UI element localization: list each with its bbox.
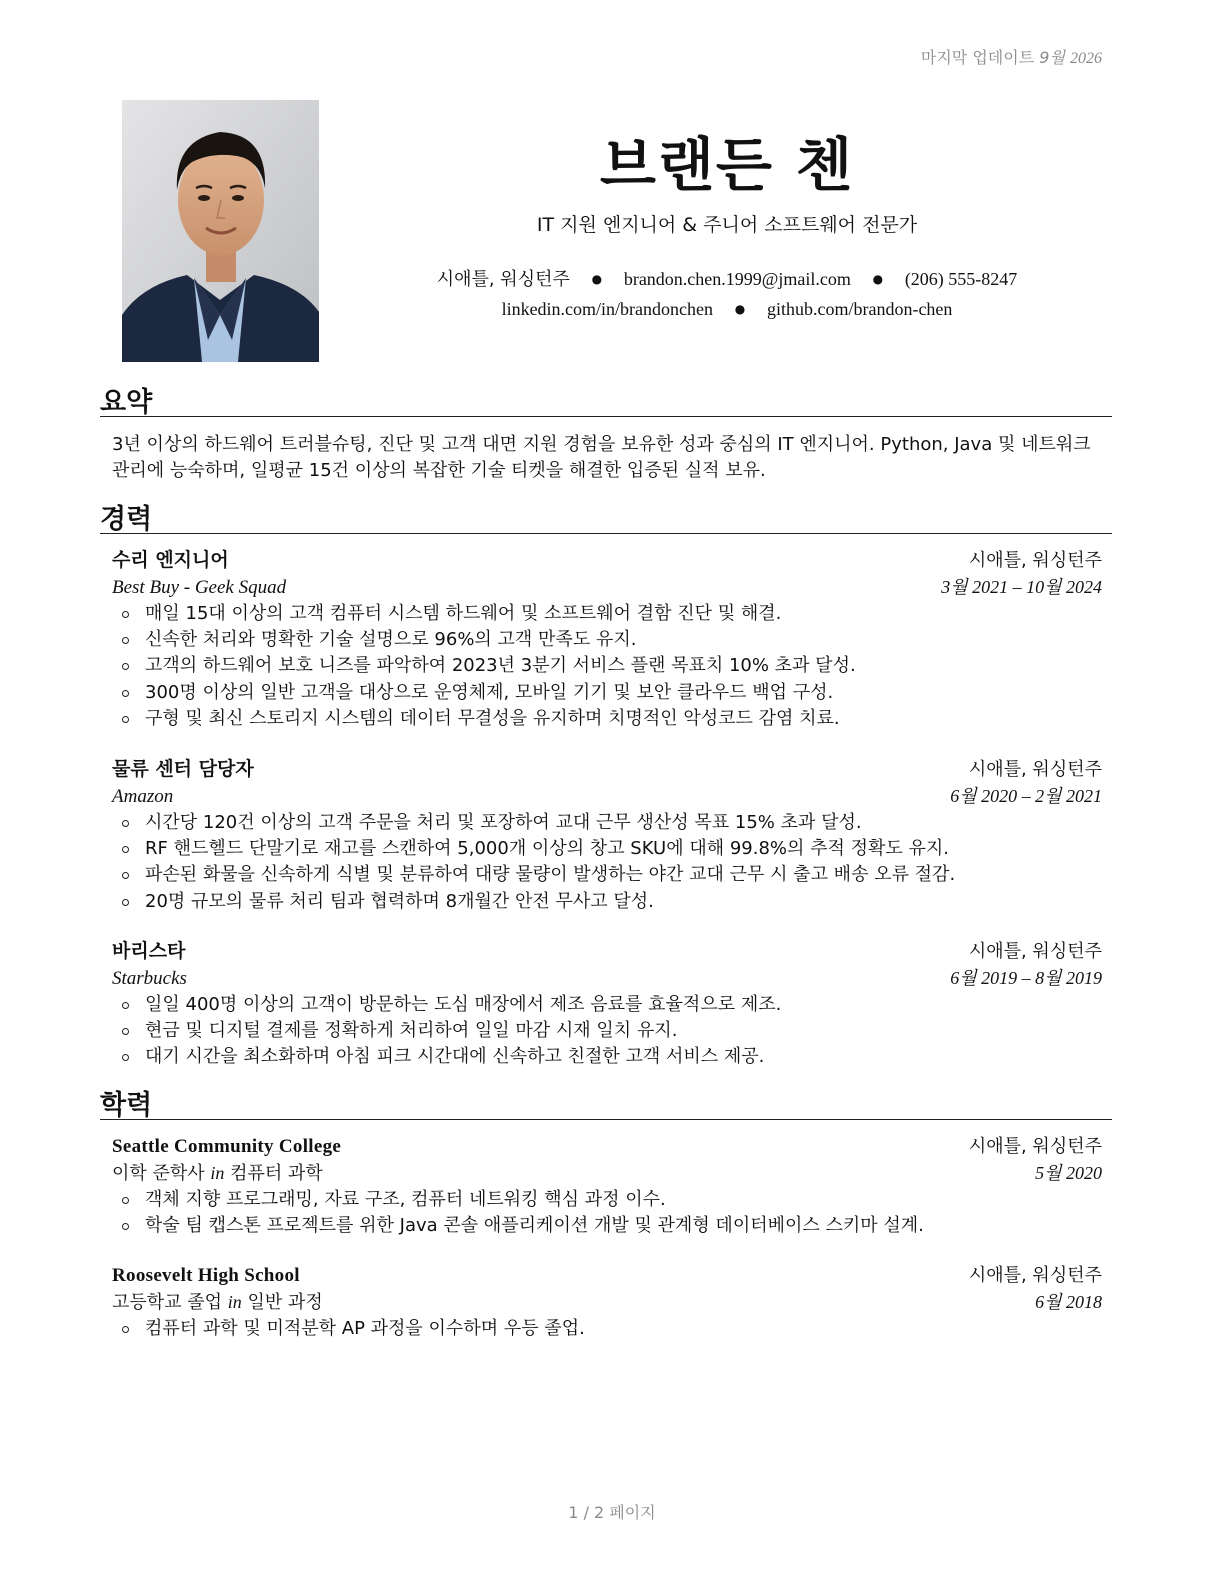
email-link[interactable]: brandon.chen.1999@jmail.com [623, 269, 851, 289]
bullet-icon [122, 611, 129, 618]
bullet-icon [122, 1002, 129, 1009]
job-company: Amazon [112, 786, 174, 807]
job-dates: 6월 2020 – 2월 2021 [950, 786, 1102, 806]
bullet-icon [122, 820, 129, 827]
education-entry [112, 1262, 1102, 1342]
linkedin-link[interactable]: linkedin.com/in/brandonchen [501, 299, 714, 319]
candidate-name: 브랜든 첸 [599, 131, 855, 199]
bullet-separator: ● [734, 302, 746, 316]
profile-photo [122, 100, 319, 362]
bullet-icon [122, 663, 129, 670]
job-dates: 6월 2019 – 8월 2019 [950, 968, 1102, 988]
section-title-experience: 경력 [100, 504, 153, 535]
github-link[interactable]: github.com/brandon-chen [766, 299, 953, 319]
location: 시애틀, 워싱턴주 [436, 269, 570, 290]
job-location: 시애틀, 워싱턴주 [968, 550, 1102, 571]
section-divider [100, 416, 1112, 417]
last-updated-month: 9월 [1039, 48, 1065, 67]
job-dates: 3월 2021 – 10월 2024 [941, 577, 1102, 597]
job-bullets [112, 992, 1102, 1071]
education-entry [112, 1133, 1102, 1239]
contact-line-1 [330, 265, 1124, 291]
bullet-item: 신속한 처리와 명확한 기술 설명으로 96%의 고객 만족도 유지. [112, 627, 1102, 653]
last-updated-label: 마지막 업데이트 [920, 48, 1035, 67]
bullet-item: 구형 및 최신 스토리지 시스템의 데이터 무결성을 유지하며 치명적인 악성코드 감염 치료. [112, 706, 1102, 732]
page-number: 1 / 2 페이지 [568, 1503, 656, 1522]
bullet-icon [122, 716, 129, 723]
job-title: 수리 엔지니어 [112, 549, 229, 571]
graduation-date: 5월 2020 [1035, 1163, 1102, 1183]
contact-line-2 [330, 299, 1124, 320]
bullet-item: 객체 지향 프로그래밍, 자료 구조, 컴퓨터 네트워킹 핵심 과정 이수. [112, 1187, 1102, 1213]
phone[interactable]: (206) 555-8247 [904, 269, 1018, 289]
bullet-item: RF 핸드헬드 단말기로 재고를 스캔하여 5,000개 이상의 창고 SKU에 대해 99.8%의 추적 정확도 유지. [112, 836, 1102, 862]
bullet-item: 일일 400명 이상의 고객이 방문하는 도심 매장에서 제조 음료를 효율적으로 제조. [112, 992, 1102, 1018]
job-location: 시애틀, 워싱턴주 [968, 941, 1102, 962]
last-updated-year: 2026 [1070, 50, 1102, 67]
job-title: 바리스타 [112, 940, 186, 962]
job-bullets [112, 601, 1102, 732]
job-entry [112, 756, 1102, 915]
school-name: Roosevelt High School [112, 1265, 300, 1286]
bullet-item: 컴퓨터 과학 및 미적분학 AP 과정을 이수하며 우등 졸업. [112, 1316, 1102, 1342]
school-name: Seattle Community College [112, 1136, 342, 1157]
school-location: 시애틀, 워싱턴주 [968, 1136, 1102, 1157]
bullet-icon [122, 1197, 129, 1204]
bullet-icon [122, 846, 129, 853]
job-location: 시애틀, 워싱턴주 [968, 759, 1102, 780]
summary-text: 3년 이상의 하드웨어 트러블슈팅, 진단 및 고객 대면 지원 경험을 보유한 성과 중심의 IT 엔지니어. Python, Java 및 네트워크 관리에 능숙하며, 일평균 15건 이상의 복잡한 기술 티켓을 해결한 입증된 실적 보유. [112, 434, 1091, 481]
job-company: Best Buy - Geek Squad [112, 577, 287, 598]
bullet-icon [122, 899, 129, 906]
graduation-date: 6월 2018 [1035, 1292, 1102, 1312]
bullet-item: 현금 및 디지털 결제를 정확하게 처리하여 일일 마감 시재 일치 유지. [112, 1018, 1102, 1044]
bullet-icon [122, 1326, 129, 1333]
job-company: Starbucks [112, 968, 187, 989]
section-divider [100, 1119, 1112, 1120]
school-location: 시애틀, 워싱턴주 [968, 1265, 1102, 1286]
degree: 이학 준학사 in 컴퓨터 과학 [112, 1163, 323, 1184]
last-updated [921, 45, 1102, 68]
bullet-icon [122, 872, 129, 879]
section-divider [100, 533, 1112, 534]
degree: 고등학교 졸업 in 일반 과정 [112, 1292, 323, 1313]
job-entry [112, 938, 1102, 1071]
bullet-item: 시간당 120건 이상의 고객 주문을 처리 및 포장하여 교대 근무 생산성 목표 15% 초과 달성. [112, 810, 1102, 836]
bullet-item: 고객의 하드웨어 보호 니즈를 파악하여 2023년 3분기 서비스 플랜 목표치 10% 초과 달성. [112, 653, 1102, 679]
bullet-icon [122, 1223, 129, 1230]
bullet-separator: ● [591, 272, 603, 286]
headline: IT 지원 엔지니어 & 주니어 소프트웨어 전문가 [536, 214, 918, 236]
job-bullets [112, 810, 1102, 915]
bullet-item: 대기 시간을 최소화하며 아침 피크 시간대에 신속하고 친절한 고객 서비스 제공. [112, 1044, 1102, 1070]
section-title-education: 학력 [100, 1090, 153, 1121]
bullet-icon [122, 690, 129, 697]
bullet-item: 매일 15대 이상의 고객 컴퓨터 시스템 하드웨어 및 소프트웨어 결함 진단 및 해결. [112, 601, 1102, 627]
bullet-separator: ● [872, 272, 884, 286]
bullet-icon [122, 1054, 129, 1061]
bullet-icon [122, 637, 129, 644]
bullet-icon [122, 1028, 129, 1035]
education-bullets [112, 1316, 1102, 1342]
bullet-item: 학술 팀 캡스톤 프로젝트를 위한 Java 콘솔 애플리케이션 개발 및 관계형 데이터베이스 스키마 설계. [112, 1213, 1102, 1239]
bullet-item: 20명 규모의 물류 처리 팀과 협력하며 8개월간 안전 무사고 달성. [112, 889, 1102, 915]
job-title: 물류 센터 담당자 [112, 758, 254, 780]
bullet-item: 파손된 화물을 신속하게 식별 및 분류하여 대량 물량이 발생하는 야간 교대 근무 시 출고 배송 오류 절감. [112, 862, 1102, 888]
job-entry [112, 547, 1102, 732]
bullet-item: 300명 이상의 일반 고객을 대상으로 운영체제, 모바일 기기 및 보안 클라우드 백업 구성. [112, 680, 1102, 706]
education-bullets [112, 1187, 1102, 1239]
section-title-summary: 요약 [100, 387, 153, 418]
